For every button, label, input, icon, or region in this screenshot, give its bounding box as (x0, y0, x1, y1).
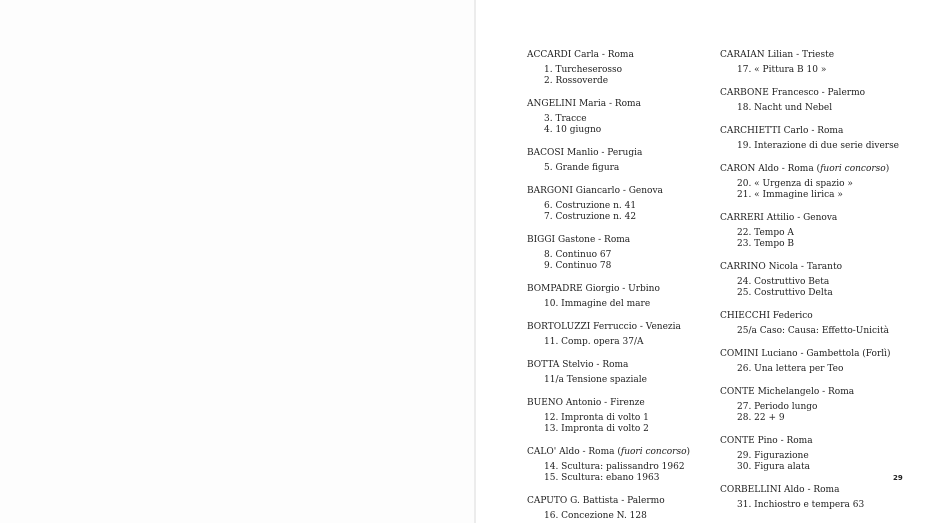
catalog-entry (720, 213, 910, 250)
catalog-entry (527, 322, 717, 348)
catalog-entry (527, 496, 717, 522)
work-item: 24. Costruttivo Beta (737, 277, 830, 287)
works-list (527, 337, 717, 348)
work-item: 30. Figura alata (737, 462, 810, 472)
work-item: 9. Continuo 78 (544, 261, 612, 271)
catalog-entry (527, 186, 717, 223)
catalog-entry (527, 398, 717, 435)
works-list (720, 141, 910, 152)
artist-heading: CONTE Pino - Roma (720, 436, 813, 446)
artist-heading: CARON Aldo - Roma (fuori concorso) (720, 164, 890, 174)
work-item: 31. Inchiostro e tempera 63 (737, 500, 865, 510)
catalog-entry (720, 436, 910, 473)
work-item: 1. Turcheserosso (544, 65, 623, 75)
catalog-entry (720, 387, 910, 424)
catalog-column-right (720, 50, 910, 511)
catalog-entry (720, 485, 910, 511)
work-item: 21. « Immagine lirica » (737, 190, 843, 200)
works-list (527, 250, 717, 272)
work-item: 7. Costruzione n. 42 (544, 212, 637, 222)
artist-heading: ANGELINI Maria - Roma (527, 99, 641, 109)
artist-heading: BUENO Antonio - Firenze (527, 398, 645, 408)
work-item: 12. Impronta di volto 1 (544, 413, 649, 423)
artist-heading: CONTE Michelangelo - Roma (720, 387, 855, 397)
catalog-entry (720, 349, 910, 375)
artist-heading: CORBELLINI Aldo - Roma (720, 485, 840, 495)
work-item: 11/a Tensione spaziale (544, 375, 647, 385)
work-item: 29. Figurazione (737, 451, 809, 461)
work-item: 10. Immagine del mare (544, 299, 651, 309)
works-list (720, 326, 910, 337)
works-list (720, 228, 910, 250)
catalog-entry (720, 262, 910, 299)
catalog-entry (527, 447, 717, 484)
catalog-entry (527, 284, 717, 310)
works-list (527, 299, 717, 310)
catalog-entry (527, 148, 717, 174)
works-list (720, 277, 910, 299)
artist-heading: CARBONE Francesco - Palermo (720, 88, 866, 98)
works-list (527, 375, 717, 386)
works-list (720, 103, 910, 114)
artist-heading: BACOSI Manlio - Perugia (527, 148, 643, 158)
work-item: 28. 22 + 9 (737, 413, 785, 423)
catalog-entry (720, 164, 910, 201)
work-item: 4. 10 giugno (544, 125, 602, 135)
artist-heading: CARAIAN Lilian - Trieste (720, 50, 835, 60)
works-list (527, 201, 717, 223)
artist-heading: CALO' Aldo - Roma (fuori concorso) (527, 447, 691, 457)
works-list (527, 413, 717, 435)
work-item: 17. « Pittura B 10 » (737, 65, 827, 75)
works-list (720, 402, 910, 424)
work-item: 11. Comp. opera 37/A (544, 337, 644, 347)
works-list (527, 462, 717, 484)
works-list (527, 163, 717, 174)
left-blank-page (0, 0, 474, 523)
catalog-column-left (527, 50, 717, 522)
works-list (720, 179, 910, 201)
work-item: 27. Periodo lungo (737, 402, 818, 412)
catalog-entry (720, 126, 910, 152)
artist-heading: CAPUTO G. Battista - Palermo (527, 496, 665, 506)
catalog-entry (527, 235, 717, 272)
works-list (527, 65, 717, 87)
work-item: 18. Nacht und Nebel (737, 103, 833, 113)
work-item: 14. Scultura: palissandro 1962 (544, 462, 685, 472)
artist-heading: BIGGI Gastone - Roma (527, 235, 631, 245)
works-list (720, 500, 910, 511)
work-item: 23. Tempo B (737, 239, 794, 249)
catalog-entry (720, 50, 910, 76)
works-list (720, 65, 910, 76)
catalog-entry (527, 99, 717, 136)
work-item: 25. Costruttivo Delta (737, 288, 833, 298)
catalog-entry (527, 360, 717, 386)
works-list (527, 114, 717, 136)
work-item: 25/a Caso: Causa: Effetto-Unicità (737, 326, 889, 336)
work-item: 6. Costruzione n. 41 (544, 201, 637, 211)
works-list (527, 511, 717, 522)
work-item: 22. Tempo A (737, 228, 794, 238)
catalog-entry (720, 88, 910, 114)
artist-heading: CHIECCHI Federico (720, 311, 813, 321)
artist-heading: BORTOLUZZI Ferruccio - Venezia (527, 322, 681, 332)
artist-heading: BOTTA Stelvio - Roma (527, 360, 629, 370)
works-list (720, 364, 910, 375)
catalog-entry (527, 50, 717, 87)
artist-heading: COMINI Luciano - Gambettola (Forlì) (720, 349, 891, 359)
work-item: 13. Impronta di volto 2 (544, 424, 649, 434)
artist-heading: CARRINO Nicola - Taranto (720, 262, 842, 272)
work-item: 3. Tracce (544, 114, 587, 124)
work-item: 2. Rossoverde (544, 76, 609, 86)
catalog-entry (720, 311, 910, 337)
artist-heading: CARRERI Attilio - Genova (720, 213, 838, 223)
work-item: 15. Scultura: ebano 1963 (544, 473, 660, 483)
artist-heading: ACCARDI Carla - Roma (527, 50, 634, 60)
page-number: 29 (893, 474, 903, 482)
work-item: 20. « Urgenza di spazio » (737, 179, 853, 189)
work-item: 8. Continuo 67 (544, 250, 612, 260)
artist-heading: BOMPADRE Giorgio - Urbino (527, 284, 660, 294)
work-item: 19. Interazione di due serie diverse (737, 141, 900, 151)
artist-heading: CARCHIETTI Carlo - Roma (720, 126, 844, 136)
work-item: 5. Grande figura (544, 163, 620, 173)
work-item: 16. Concezione N. 128 (544, 511, 647, 521)
works-list (720, 451, 910, 473)
work-item: 26. Una lettera per Teo (737, 364, 844, 374)
artist-heading: BARGONI Giancarlo - Genova (527, 186, 663, 196)
